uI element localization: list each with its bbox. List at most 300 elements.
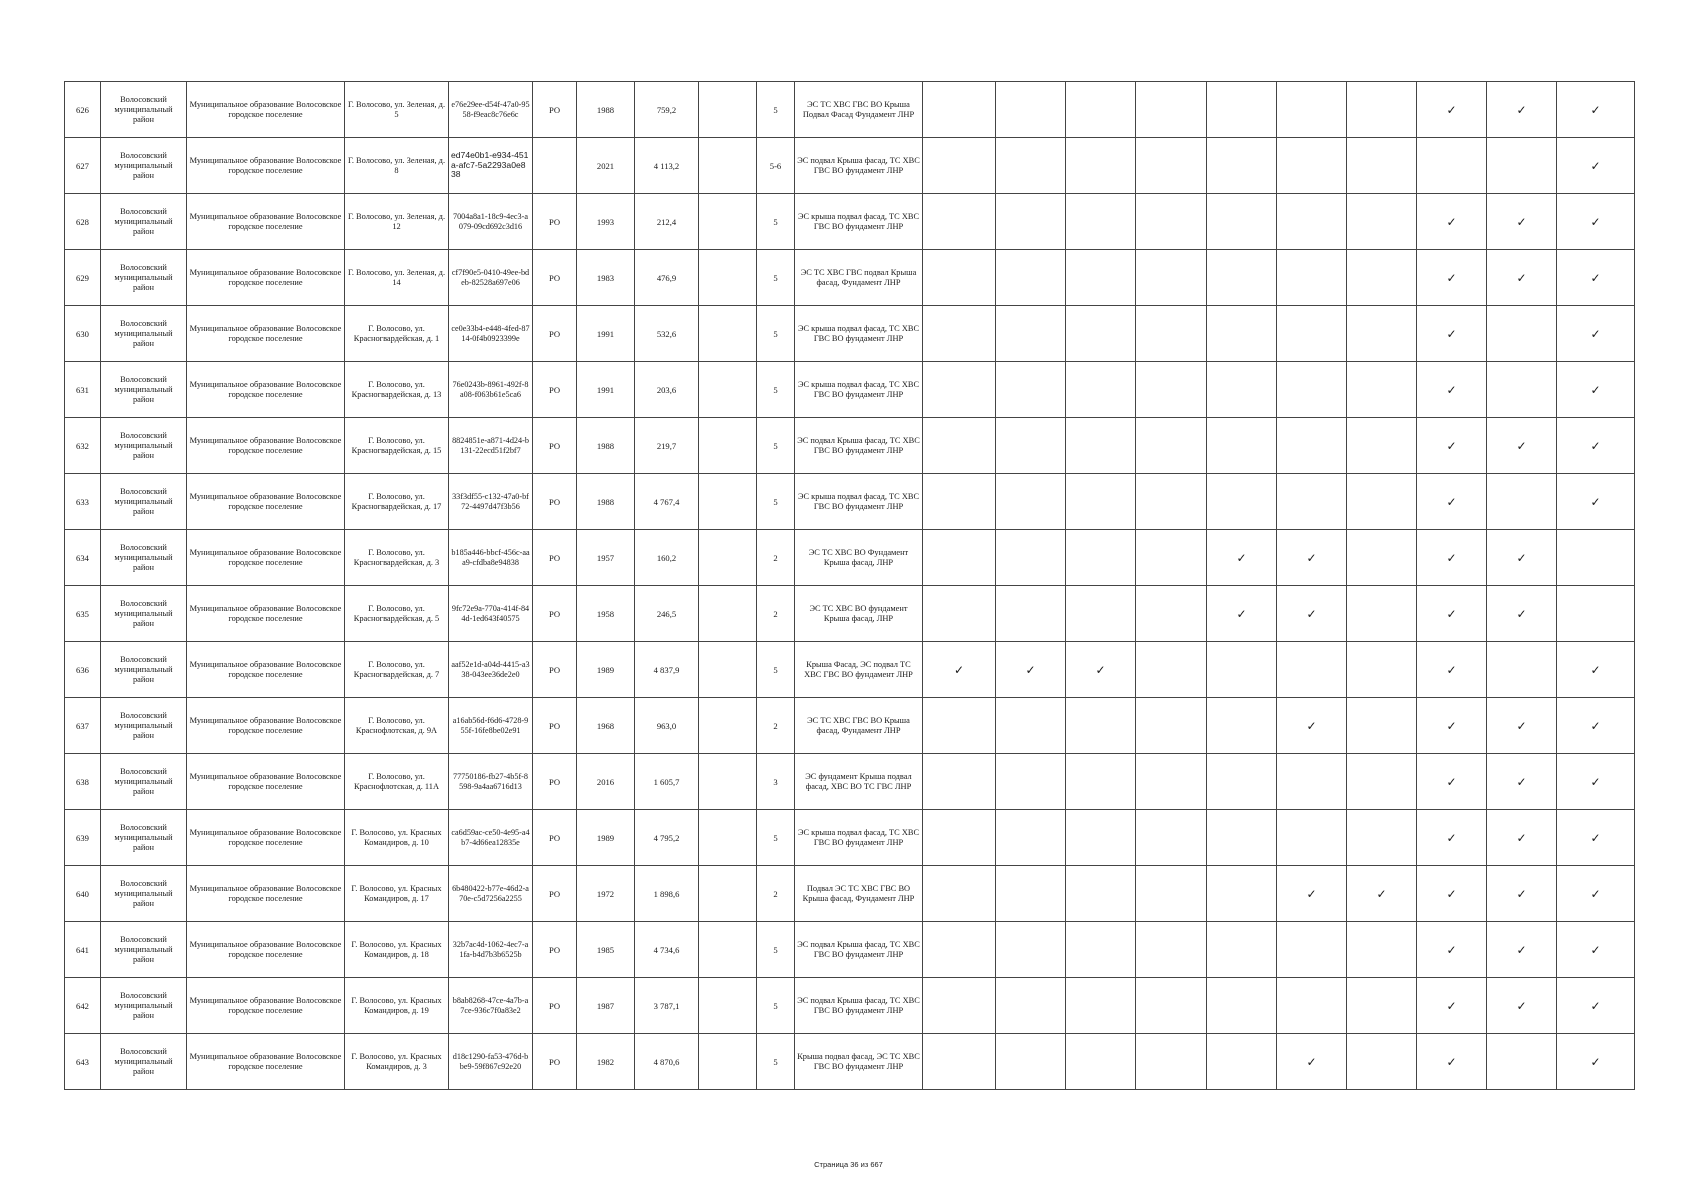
check-mark-icon: ✓: [1557, 138, 1635, 194]
check-mark-icon: ✓: [1557, 698, 1635, 754]
address-cell: Г. Волосово, ул. Зеленая, д. 8: [345, 138, 449, 194]
check-mark-icon: ✓: [1487, 250, 1557, 306]
empty-check-cell: [923, 1034, 996, 1090]
empty-check-cell: [923, 362, 996, 418]
floors-cell: 5: [757, 642, 795, 698]
empty-check-cell: [996, 698, 1066, 754]
management-form-cell: РО: [533, 642, 577, 698]
works-list-cell: ЭС крыша подвал фасад, ТС ХВС ГВС ВО фундамент ЛНР: [795, 362, 923, 418]
floors-cell: 5: [757, 922, 795, 978]
check-mark-icon: ✓: [1557, 306, 1635, 362]
address-cell: Г. Волосово, ул. Зеленая, д. 14: [345, 250, 449, 306]
row-number-cell: 641: [65, 922, 101, 978]
check-mark-icon: ✓: [1557, 362, 1635, 418]
build-year-cell: 1983: [577, 250, 635, 306]
empty-check-cell: [923, 194, 996, 250]
empty-check-cell: [1347, 586, 1417, 642]
area-cell: 160,2: [635, 530, 699, 586]
row-number-cell: 632: [65, 418, 101, 474]
municipality-cell: Муниципальное образование Волосовское городское поселение: [187, 82, 345, 138]
empty-check-cell: [1557, 530, 1635, 586]
address-cell: Г. Волосово, ул. Красных Командиров, д. 19: [345, 978, 449, 1034]
floors-cell: 2: [757, 866, 795, 922]
empty-check-cell: [1207, 82, 1277, 138]
check-mark-icon: ✓: [1417, 250, 1487, 306]
empty-check-cell: [1136, 138, 1207, 194]
empty-check-cell: [1277, 754, 1347, 810]
empty-check-cell: [1487, 362, 1557, 418]
municipality-cell: Муниципальное образование Волосовское городское поселение: [187, 754, 345, 810]
area-cell: 4 837,9: [635, 642, 699, 698]
house-guid-cell: d18c1290-fa53-476d-bbe9-59f867c92e20: [449, 1034, 533, 1090]
empty-check-cell: [1487, 474, 1557, 530]
table-body: [65, 82, 1635, 1090]
check-mark-icon: ✓: [1417, 586, 1487, 642]
build-year-cell: 1991: [577, 362, 635, 418]
empty-check-cell: [1277, 306, 1347, 362]
empty-check-cell: [1066, 194, 1136, 250]
management-form-cell: РО: [533, 1034, 577, 1090]
house-guid-cell: 6b480422-b77e-46d2-a70e-c5d7256a2255: [449, 866, 533, 922]
address-cell: Г. Волосово, ул. Красногвардейская, д. 7: [345, 642, 449, 698]
empty-check-cell: [1487, 1034, 1557, 1090]
empty-check-cell: [1136, 474, 1207, 530]
row-number-cell: 639: [65, 810, 101, 866]
floors-cell: 5: [757, 306, 795, 362]
empty-cell: [699, 418, 757, 474]
management-form-cell: РО: [533, 194, 577, 250]
empty-check-cell: [1347, 138, 1417, 194]
empty-check-cell: [1066, 362, 1136, 418]
empty-check-cell: [1066, 922, 1136, 978]
table-row: [65, 82, 1635, 138]
row-number-cell: 630: [65, 306, 101, 362]
house-guid-cell: cf7f90e5-0410-49ee-bdeb-82528a697e06: [449, 250, 533, 306]
empty-check-cell: [996, 922, 1066, 978]
check-mark-icon: ✓: [1487, 698, 1557, 754]
check-mark-icon: ✓: [1487, 530, 1557, 586]
empty-check-cell: [1136, 1034, 1207, 1090]
address-cell: Г. Волосово, ул. Красных Командиров, д. 18: [345, 922, 449, 978]
check-mark-icon: ✓: [1277, 530, 1347, 586]
table-row: [65, 306, 1635, 362]
district-cell: Волосовский муниципальный район: [101, 642, 187, 698]
row-number-cell: 629: [65, 250, 101, 306]
empty-check-cell: [1066, 250, 1136, 306]
check-mark-icon: ✓: [1277, 698, 1347, 754]
floors-cell: 5: [757, 194, 795, 250]
district-cell: Волосовский муниципальный район: [101, 418, 187, 474]
floors-cell: 5: [757, 810, 795, 866]
check-mark-icon: ✓: [1417, 810, 1487, 866]
empty-cell: [699, 810, 757, 866]
empty-check-cell: [1347, 978, 1417, 1034]
floors-cell: 2: [757, 698, 795, 754]
empty-check-cell: [1347, 250, 1417, 306]
empty-check-cell: [1347, 922, 1417, 978]
empty-cell: [699, 866, 757, 922]
empty-check-cell: [923, 866, 996, 922]
table-row: [65, 250, 1635, 306]
district-cell: Волосовский муниципальный район: [101, 866, 187, 922]
check-mark-icon: ✓: [1557, 194, 1635, 250]
empty-check-cell: [1136, 642, 1207, 698]
empty-check-cell: [923, 810, 996, 866]
check-mark-icon: ✓: [1417, 754, 1487, 810]
table-row: [65, 642, 1635, 698]
municipality-cell: Муниципальное образование Волосовское городское поселение: [187, 418, 345, 474]
empty-check-cell: [1136, 250, 1207, 306]
floors-cell: 2: [757, 586, 795, 642]
empty-check-cell: [996, 586, 1066, 642]
empty-check-cell: [1277, 362, 1347, 418]
build-year-cell: 1988: [577, 418, 635, 474]
empty-check-cell: [1136, 194, 1207, 250]
empty-check-cell: [923, 474, 996, 530]
empty-check-cell: [996, 474, 1066, 530]
area-cell: 1 605,7: [635, 754, 699, 810]
works-list-cell: ЭС фундамент Крыша подвал фасад, ХВС ВО ТС ГВС ЛНР: [795, 754, 923, 810]
row-number-cell: 640: [65, 866, 101, 922]
check-mark-icon: ✓: [923, 642, 996, 698]
address-cell: Г. Волосово, ул. Зеленая, д. 12: [345, 194, 449, 250]
address-cell: Г. Волосово, ул. Зеленая, д. 5: [345, 82, 449, 138]
address-cell: Г. Волосово, ул. Краснофлотская, д. 11А: [345, 754, 449, 810]
works-list-cell: ЭС ТС ХВС ГВС подвал Крыша фасад, Фундамент ЛНР: [795, 250, 923, 306]
table-row: [65, 1034, 1635, 1090]
empty-check-cell: [1136, 866, 1207, 922]
management-form-cell: РО: [533, 586, 577, 642]
district-cell: Волосовский муниципальный район: [101, 754, 187, 810]
empty-check-cell: [1136, 698, 1207, 754]
area-cell: 4 870,6: [635, 1034, 699, 1090]
area-cell: 476,9: [635, 250, 699, 306]
house-guid-cell: 9fc72e9a-770a-414f-844d-1ed643f40575: [449, 586, 533, 642]
empty-check-cell: [1066, 978, 1136, 1034]
empty-check-cell: [1207, 922, 1277, 978]
empty-check-cell: [1347, 698, 1417, 754]
works-list-cell: ЭС крыша подвал фасад, ТС ХВС ГВС ВО фундамент ЛНР: [795, 306, 923, 362]
row-number-cell: 628: [65, 194, 101, 250]
build-year-cell: 1989: [577, 642, 635, 698]
check-mark-icon: ✓: [996, 642, 1066, 698]
empty-check-cell: [996, 418, 1066, 474]
empty-check-cell: [996, 306, 1066, 362]
empty-check-cell: [1347, 418, 1417, 474]
area-cell: 4 734,6: [635, 922, 699, 978]
empty-check-cell: [1066, 530, 1136, 586]
area-cell: 1 898,6: [635, 866, 699, 922]
floors-cell: 5: [757, 474, 795, 530]
empty-check-cell: [1347, 1034, 1417, 1090]
management-form-cell: РО: [533, 530, 577, 586]
empty-cell: [699, 698, 757, 754]
empty-check-cell: [1347, 642, 1417, 698]
floors-cell: 5-6: [757, 138, 795, 194]
row-number-cell: 643: [65, 1034, 101, 1090]
municipality-cell: Муниципальное образование Волосовское городское поселение: [187, 866, 345, 922]
table-row: [65, 586, 1635, 642]
management-form-cell: РО: [533, 418, 577, 474]
empty-cell: [699, 362, 757, 418]
check-mark-icon: ✓: [1557, 642, 1635, 698]
empty-check-cell: [923, 138, 996, 194]
empty-check-cell: [1207, 866, 1277, 922]
row-number-cell: 631: [65, 362, 101, 418]
municipality-cell: Муниципальное образование Волосовское городское поселение: [187, 922, 345, 978]
empty-check-cell: [996, 530, 1066, 586]
table-row: [65, 474, 1635, 530]
empty-check-cell: [1136, 82, 1207, 138]
empty-check-cell: [1277, 810, 1347, 866]
check-mark-icon: ✓: [1417, 978, 1487, 1034]
address-cell: Г. Волосово, ул. Красных Командиров, д. 17: [345, 866, 449, 922]
municipality-cell: Муниципальное образование Волосовское городское поселение: [187, 474, 345, 530]
empty-check-cell: [1347, 306, 1417, 362]
empty-check-cell: [1066, 82, 1136, 138]
empty-check-cell: [1066, 698, 1136, 754]
empty-check-cell: [1347, 82, 1417, 138]
row-number-cell: 635: [65, 586, 101, 642]
area-cell: 963,0: [635, 698, 699, 754]
house-guid-cell: ed74e0b1-e934-451a-afc7-5a2293a0e838: [449, 138, 533, 194]
empty-cell: [699, 1034, 757, 1090]
empty-cell: [699, 250, 757, 306]
empty-check-cell: [1277, 642, 1347, 698]
district-cell: Волосовский муниципальный район: [101, 698, 187, 754]
build-year-cell: 1991: [577, 306, 635, 362]
works-list-cell: ЭС подвал Крыша фасад, ТС ХВС ГВС ВО фундамент ЛНР: [795, 418, 923, 474]
empty-check-cell: [923, 418, 996, 474]
check-mark-icon: ✓: [1487, 810, 1557, 866]
empty-check-cell: [1487, 642, 1557, 698]
check-mark-icon: ✓: [1417, 194, 1487, 250]
house-guid-cell: aaf52e1d-a04d-4415-a338-043ee36de2e0: [449, 642, 533, 698]
check-mark-icon: ✓: [1487, 922, 1557, 978]
empty-check-cell: [1277, 250, 1347, 306]
check-mark-icon: ✓: [1557, 82, 1635, 138]
empty-check-cell: [1277, 194, 1347, 250]
district-cell: Волосовский муниципальный район: [101, 306, 187, 362]
empty-check-cell: [996, 194, 1066, 250]
check-mark-icon: ✓: [1557, 978, 1635, 1034]
build-year-cell: 1987: [577, 978, 635, 1034]
build-year-cell: 1958: [577, 586, 635, 642]
check-mark-icon: ✓: [1487, 866, 1557, 922]
house-guid-cell: a16ab56d-f6d6-4728-955f-16fe8be02e91: [449, 698, 533, 754]
check-mark-icon: ✓: [1066, 642, 1136, 698]
area-cell: 4 767,4: [635, 474, 699, 530]
empty-check-cell: [1207, 362, 1277, 418]
floors-cell: 3: [757, 754, 795, 810]
district-cell: Волосовский муниципальный район: [101, 586, 187, 642]
table-row: [65, 810, 1635, 866]
check-mark-icon: ✓: [1487, 194, 1557, 250]
municipality-cell: Муниципальное образование Волосовское городское поселение: [187, 586, 345, 642]
check-mark-icon: ✓: [1277, 866, 1347, 922]
check-mark-icon: ✓: [1487, 586, 1557, 642]
district-cell: Волосовский муниципальный район: [101, 138, 187, 194]
management-form-cell: РО: [533, 698, 577, 754]
row-number-cell: 637: [65, 698, 101, 754]
check-mark-icon: ✓: [1557, 418, 1635, 474]
page-footer: Страница 36 из 667: [814, 1160, 883, 1169]
empty-check-cell: [1066, 138, 1136, 194]
house-guid-cell: 77750186-fb27-4b5f-8598-9a4aa6716d13: [449, 754, 533, 810]
address-cell: Г. Волосово, ул. Красногвардейская, д. 13: [345, 362, 449, 418]
area-cell: 759,2: [635, 82, 699, 138]
empty-cell: [699, 978, 757, 1034]
house-guid-cell: 8824851e-a871-4d24-b131-22ecd51f2bf7: [449, 418, 533, 474]
empty-check-cell: [1277, 82, 1347, 138]
municipality-cell: Муниципальное образование Волосовское городское поселение: [187, 1034, 345, 1090]
check-mark-icon: ✓: [1557, 474, 1635, 530]
district-cell: Волосовский муниципальный район: [101, 530, 187, 586]
empty-check-cell: [923, 82, 996, 138]
empty-check-cell: [1207, 306, 1277, 362]
build-year-cell: 1985: [577, 922, 635, 978]
table-row: [65, 698, 1635, 754]
empty-check-cell: [1136, 754, 1207, 810]
address-cell: Г. Волосово, ул. Красногвардейская, д. 17: [345, 474, 449, 530]
area-cell: 219,7: [635, 418, 699, 474]
table-row: [65, 754, 1635, 810]
check-mark-icon: ✓: [1487, 754, 1557, 810]
empty-check-cell: [1136, 306, 1207, 362]
empty-check-cell: [1347, 530, 1417, 586]
empty-cell: [699, 754, 757, 810]
municipality-cell: Муниципальное образование Волосовское городское поселение: [187, 306, 345, 362]
empty-check-cell: [923, 586, 996, 642]
row-number-cell: 627: [65, 138, 101, 194]
empty-check-cell: [1207, 1034, 1277, 1090]
empty-check-cell: [1207, 194, 1277, 250]
district-cell: Волосовский муниципальный район: [101, 362, 187, 418]
build-year-cell: 1988: [577, 82, 635, 138]
empty-check-cell: [1136, 418, 1207, 474]
empty-check-cell: [923, 698, 996, 754]
empty-check-cell: [996, 754, 1066, 810]
management-form-cell: РО: [533, 306, 577, 362]
address-cell: Г. Волосово, ул. Красногвардейская, д. 15: [345, 418, 449, 474]
build-year-cell: 1982: [577, 1034, 635, 1090]
build-year-cell: 2016: [577, 754, 635, 810]
table-row: [65, 978, 1635, 1034]
row-number-cell: 636: [65, 642, 101, 698]
area-cell: 4 795,2: [635, 810, 699, 866]
house-guid-cell: 32b7ac4d-1062-4ec7-a1fa-b4d7b3b6525b: [449, 922, 533, 978]
check-mark-icon: ✓: [1487, 82, 1557, 138]
works-list-cell: ЭС подвал Крыша фасад, ТС ХВС ГВС ВО фундамент ЛНР: [795, 922, 923, 978]
check-mark-icon: ✓: [1417, 82, 1487, 138]
check-mark-icon: ✓: [1557, 1034, 1635, 1090]
empty-check-cell: [1066, 586, 1136, 642]
check-mark-icon: ✓: [1417, 642, 1487, 698]
floors-cell: 5: [757, 82, 795, 138]
check-mark-icon: ✓: [1417, 418, 1487, 474]
area-cell: 4 113,2: [635, 138, 699, 194]
empty-check-cell: [1207, 698, 1277, 754]
check-mark-icon: ✓: [1417, 474, 1487, 530]
empty-check-cell: [996, 362, 1066, 418]
empty-cell: [699, 306, 757, 362]
house-guid-cell: 76e0243b-8961-492f-8a08-f063b61e5ca6: [449, 362, 533, 418]
address-cell: Г. Волосово, ул. Краснофлотская, д. 9А: [345, 698, 449, 754]
district-cell: Волосовский муниципальный район: [101, 82, 187, 138]
row-number-cell: 626: [65, 82, 101, 138]
empty-check-cell: [1417, 138, 1487, 194]
floors-cell: 5: [757, 362, 795, 418]
municipality-cell: Муниципальное образование Волосовское городское поселение: [187, 810, 345, 866]
address-cell: Г. Волосово, ул. Красных Командиров, д. 3: [345, 1034, 449, 1090]
table-row: [65, 530, 1635, 586]
empty-check-cell: [1207, 810, 1277, 866]
build-year-cell: 1972: [577, 866, 635, 922]
build-year-cell: 1988: [577, 474, 635, 530]
check-mark-icon: ✓: [1277, 1034, 1347, 1090]
empty-check-cell: [1207, 978, 1277, 1034]
check-mark-icon: ✓: [1417, 306, 1487, 362]
area-cell: 212,4: [635, 194, 699, 250]
empty-check-cell: [1066, 866, 1136, 922]
municipality-cell: Муниципальное образование Волосовское городское поселение: [187, 194, 345, 250]
empty-check-cell: [1207, 642, 1277, 698]
floors-cell: 5: [757, 250, 795, 306]
empty-check-cell: [923, 306, 996, 362]
empty-check-cell: [923, 530, 996, 586]
table-row: [65, 866, 1635, 922]
management-form-cell: РО: [533, 978, 577, 1034]
empty-check-cell: [1207, 418, 1277, 474]
table-row: [65, 418, 1635, 474]
district-cell: Волосовский муниципальный район: [101, 1034, 187, 1090]
build-year-cell: 1957: [577, 530, 635, 586]
table-row: [65, 138, 1635, 194]
empty-check-cell: [1066, 306, 1136, 362]
empty-check-cell: [996, 866, 1066, 922]
empty-cell: [699, 194, 757, 250]
house-guid-cell: ce0e33b4-e448-4fed-8714-0f4b0923399e: [449, 306, 533, 362]
management-form-cell: РО: [533, 474, 577, 530]
check-mark-icon: ✓: [1277, 586, 1347, 642]
works-list-cell: ЭС ТС ХВС ВО Фундамент Крыша фасад, ЛНР: [795, 530, 923, 586]
empty-check-cell: [1277, 138, 1347, 194]
house-guid-cell: 33f3df55-c132-47a0-bf72-4497d47f3b56: [449, 474, 533, 530]
works-list-cell: Крыша подвал фасад, ЭС ТС ХВС ГВС ВО фундамент ЛНР: [795, 1034, 923, 1090]
check-mark-icon: ✓: [1347, 866, 1417, 922]
municipality-cell: Муниципальное образование Волосовское городское поселение: [187, 530, 345, 586]
house-guid-cell: ca6d59ac-ce50-4e95-a4b7-4d66ea12835e: [449, 810, 533, 866]
management-form-cell: РО: [533, 754, 577, 810]
check-mark-icon: ✓: [1417, 362, 1487, 418]
municipality-cell: Муниципальное образование Волосовское городское поселение: [187, 138, 345, 194]
empty-check-cell: [1277, 418, 1347, 474]
empty-check-cell: [996, 810, 1066, 866]
check-mark-icon: ✓: [1487, 418, 1557, 474]
empty-cell: [699, 82, 757, 138]
district-cell: Волосовский муниципальный район: [101, 250, 187, 306]
empty-check-cell: [923, 250, 996, 306]
management-form-cell: РО: [533, 250, 577, 306]
check-mark-icon: ✓: [1417, 698, 1487, 754]
management-form-cell: [533, 138, 577, 194]
floors-cell: 5: [757, 418, 795, 474]
row-number-cell: 642: [65, 978, 101, 1034]
house-guid-cell: e76e29ee-d54f-47a0-9558-f9eac8c76e6c: [449, 82, 533, 138]
empty-check-cell: [1136, 530, 1207, 586]
empty-check-cell: [1277, 978, 1347, 1034]
register-table-container: [64, 81, 1634, 1090]
